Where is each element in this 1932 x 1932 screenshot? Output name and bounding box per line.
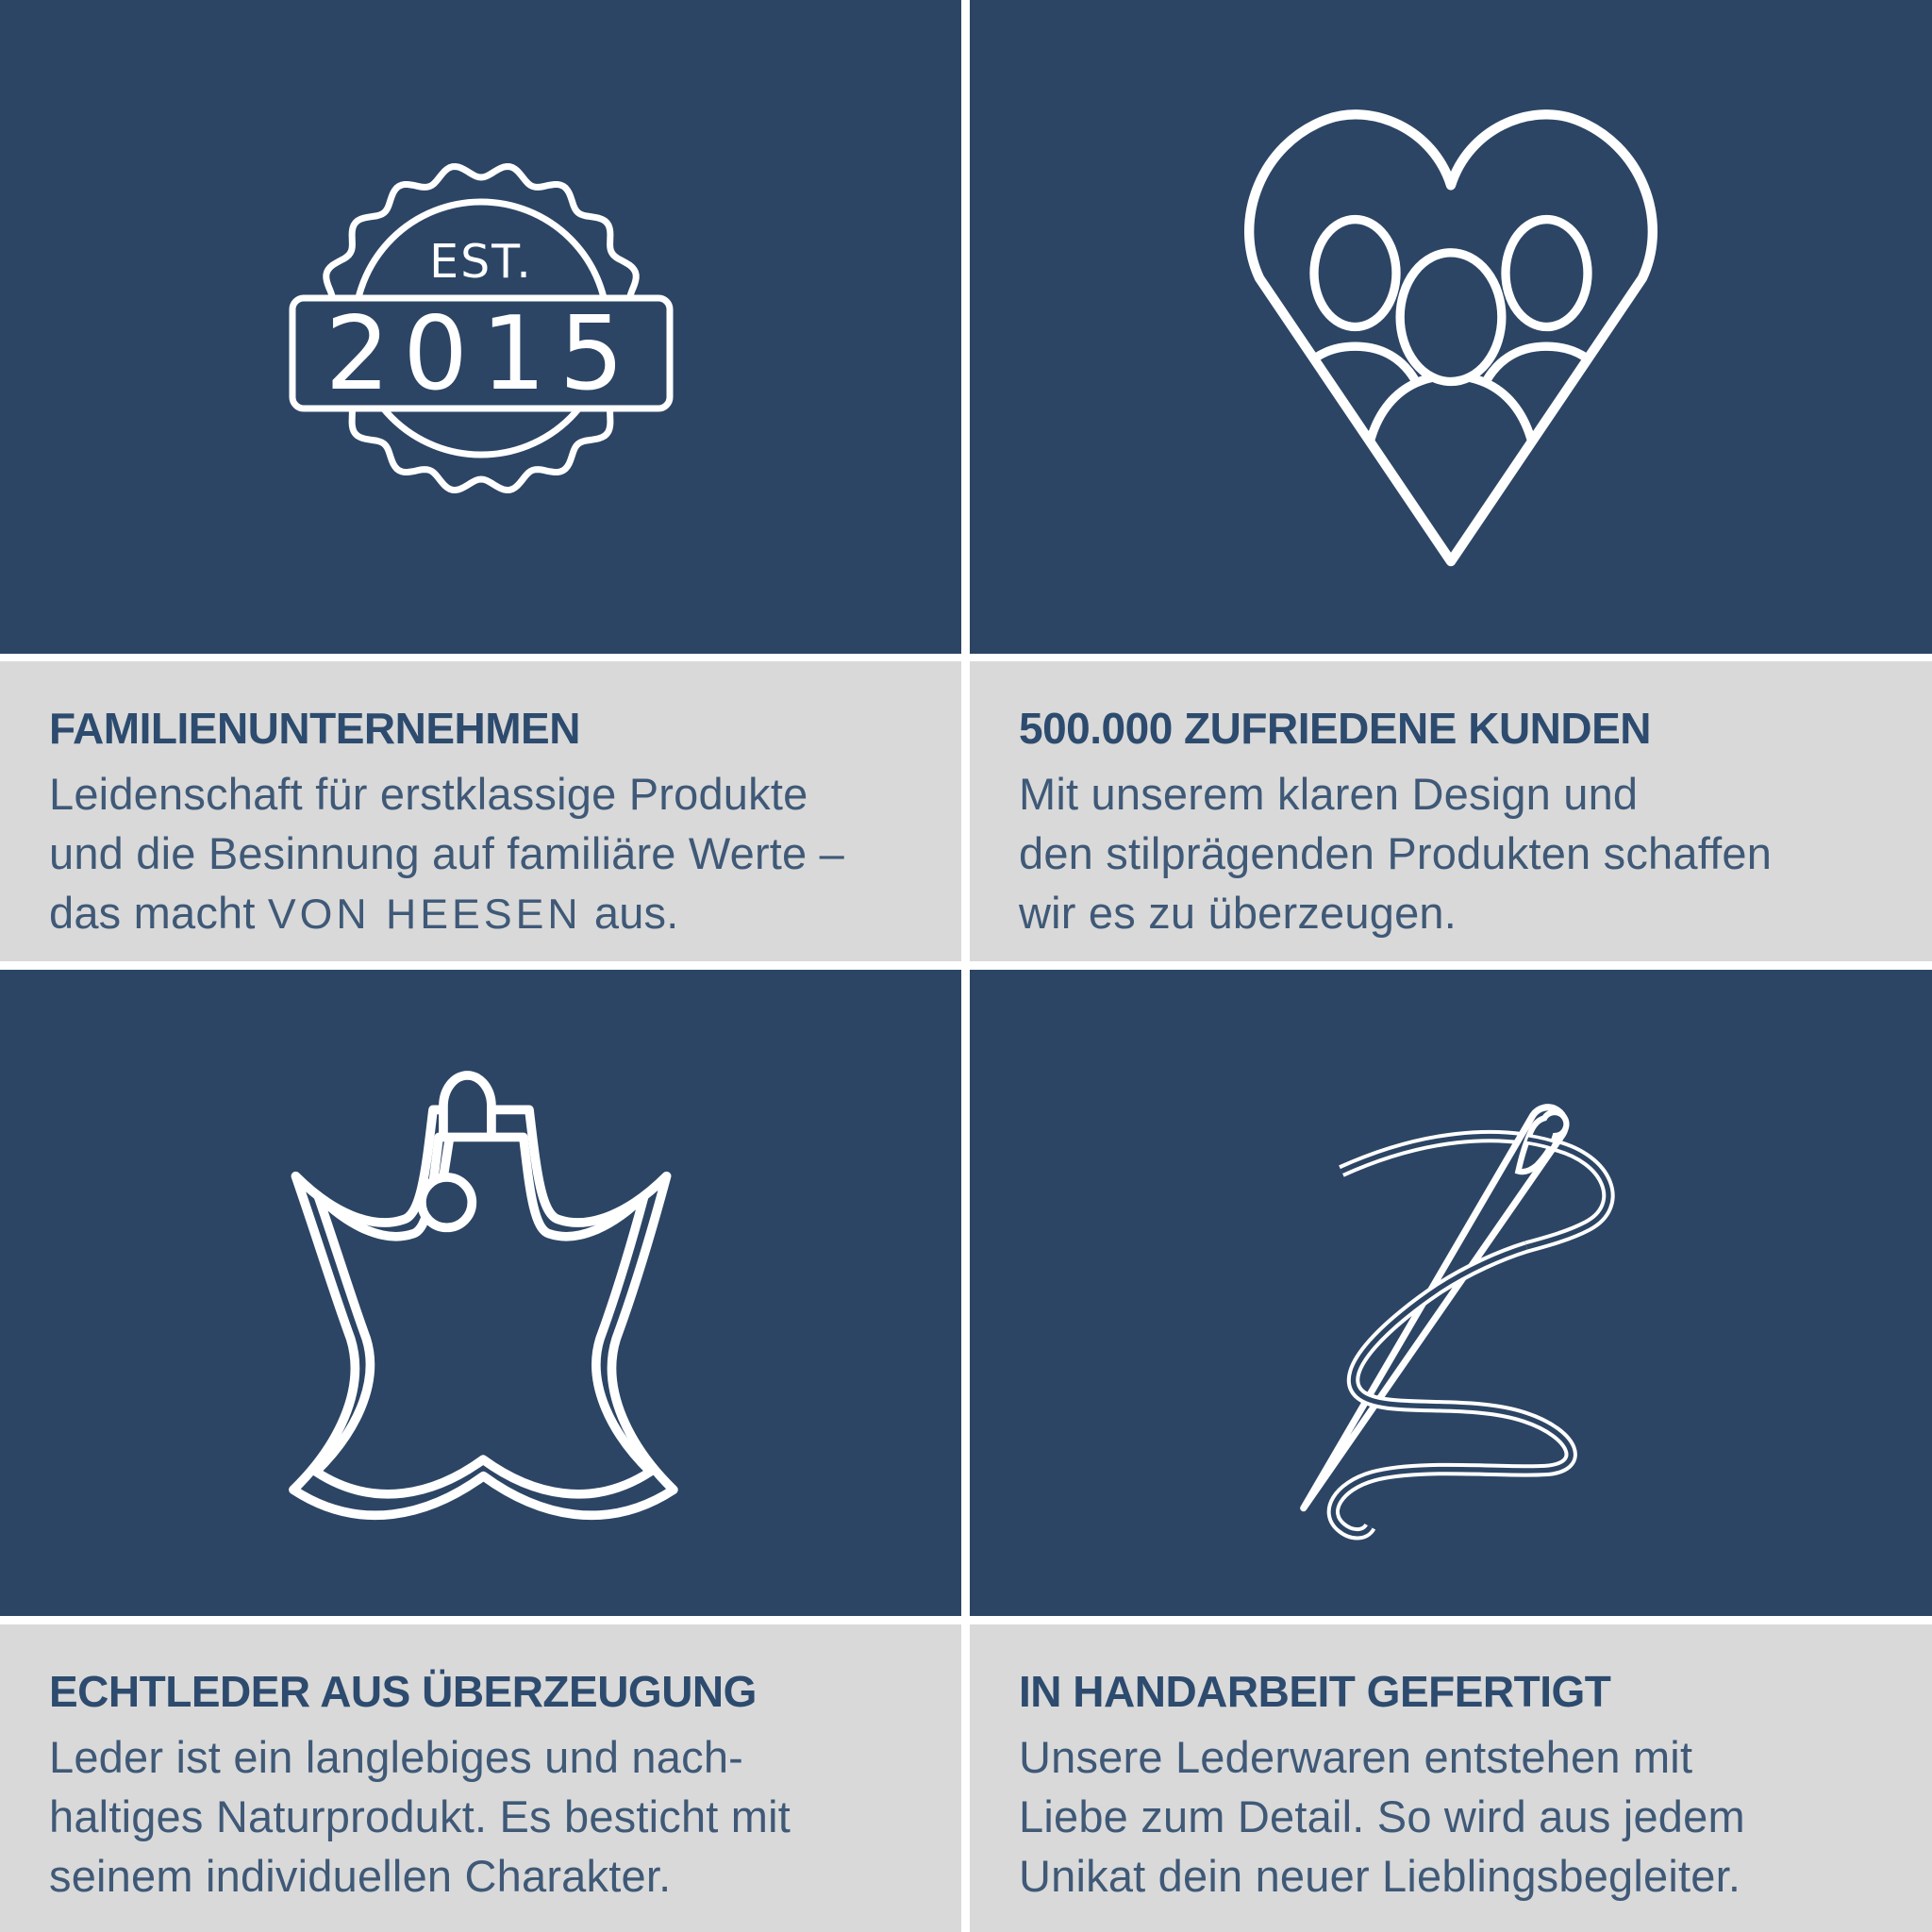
- hide-outer-outline: [292, 1109, 673, 1515]
- badge-year: 2015: [325, 294, 637, 413]
- card-familienunternehmen: [0, 0, 961, 961]
- person-right-head: [1506, 220, 1588, 327]
- hide-tag-loop: [442, 1075, 491, 1140]
- body-line: wir es zu überzeugen.: [1019, 888, 1457, 939]
- card-heading: IN HANDARBEIT GEFERTIGT: [1019, 1667, 1611, 1716]
- hide-tag-cord: [442, 1141, 448, 1177]
- person-left-head: [1314, 220, 1396, 327]
- body-line: Unsere Lederwaren entstehen mit: [1019, 1732, 1693, 1783]
- brand-name: VON HEESEN: [267, 891, 582, 939]
- caption-handarbeit: [970, 1624, 1932, 1932]
- card-heading: FAMILIENUNTERNEHMEN: [49, 704, 580, 753]
- hide-inner-outline: [315, 1137, 650, 1493]
- needle-thread-icon: [1215, 1041, 1687, 1546]
- card-body: [49, 764, 933, 944]
- body-line: haltiges Naturprodukt. Es besticht mit: [49, 1791, 791, 1842]
- card-handarbeit: [970, 970, 1932, 1932]
- card-body: [49, 1727, 933, 1906]
- body-line-post: aus.: [581, 888, 679, 939]
- card-heading: ECHTLEDER AUS ÜBERZEUGUNG: [49, 1667, 757, 1716]
- body-line: Unikat dein neuer Lieblingsbegleiter.: [1019, 1851, 1741, 1902]
- card-echtleder: [0, 970, 961, 1932]
- caption-familienunternehmen: [0, 661, 961, 961]
- badge-est-label: EST.: [428, 234, 533, 289]
- body-line: und die Besinnung auf familiäre Werte –: [49, 828, 844, 879]
- body-line: den stilprägenden Produkten schaffen: [1019, 828, 1773, 879]
- icon-panel-heart: [970, 0, 1932, 654]
- person-center-head: [1400, 253, 1502, 382]
- caption-kunden: [970, 661, 1932, 961]
- card-heading: 500.000 ZUFRIEDENE KUNDEN: [1019, 704, 1652, 753]
- card-body: [1019, 1727, 1904, 1906]
- body-line: seinem individuellen Charakter.: [49, 1851, 672, 1902]
- caption-echtleder: [0, 1624, 961, 1932]
- card-kunden: [970, 0, 1932, 961]
- body-line-pre: das macht: [49, 888, 268, 939]
- family-heart-icon: [1177, 73, 1724, 581]
- icon-panel-needle: [970, 970, 1932, 1616]
- leather-hide-icon: [160, 995, 802, 1591]
- body-line: Leidenschaft für erstklassige Produkte: [49, 769, 808, 820]
- body-line: Leder ist ein langlebiges und nach-: [49, 1732, 744, 1783]
- body-line: Liebe zum Detail. So wird aus jedem: [1019, 1791, 1745, 1842]
- card-body: [1019, 764, 1904, 942]
- body-line: Mit unserem klaren Design und: [1019, 769, 1639, 820]
- icon-panel-badge: [0, 0, 961, 654]
- est-2015-badge-icon: [274, 158, 689, 497]
- icon-panel-leather: [0, 970, 961, 1616]
- hide-tag-hole: [421, 1177, 471, 1227]
